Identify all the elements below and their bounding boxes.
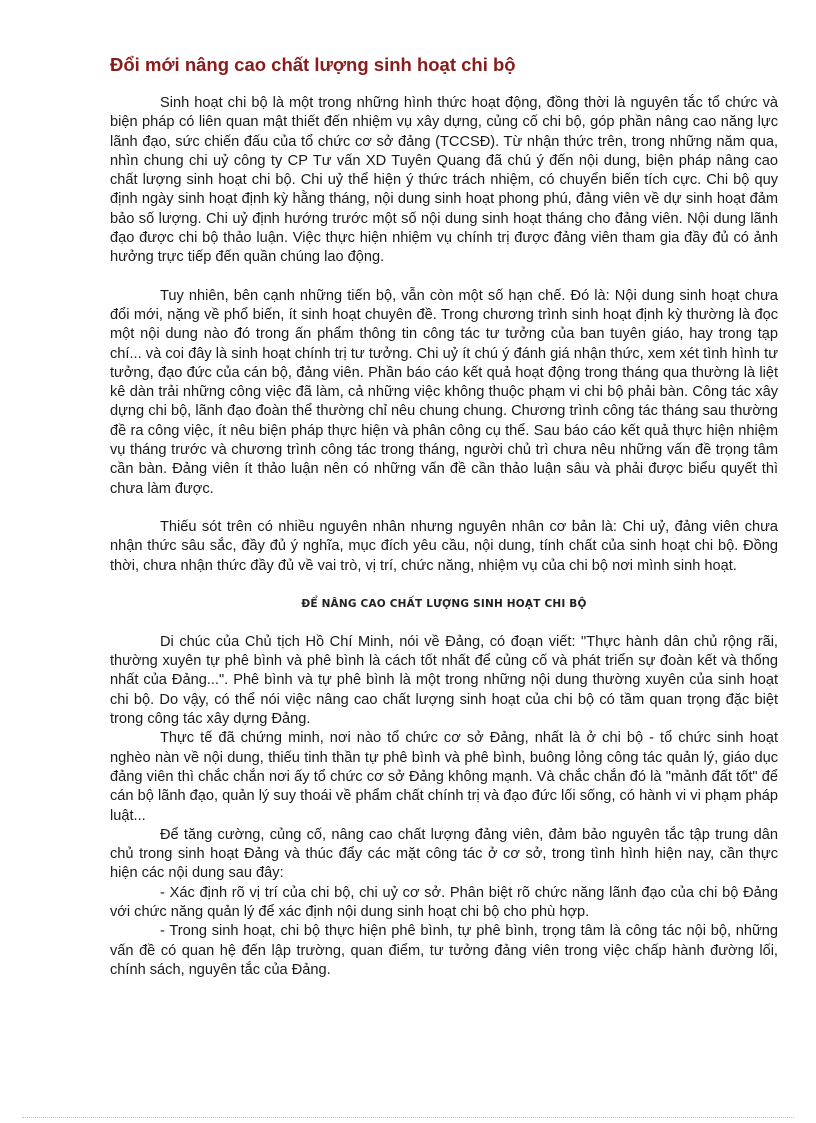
- page-bottom-divider: [22, 1117, 794, 1118]
- document-page: [110, 52, 778, 980]
- body-paragraph-1: Di chúc của Chủ tịch Hồ Chí Minh, nói về Đảng, có đoạn viết: "Thực hành dân chủ rộng rãi, thường xuyên tự phê bình và phê bình là cách tốt nhất để củng cố và phát triển sự đoàn kết và thống nhất của Đảng...". Phê bình và tự phê bình là một trong những nội dung thường xuyên của sinh hoạt chi bộ. Do vậy, có thể nói việc nâng cao chất lượng sinh hoạt của chi bộ có tầm quan trọng đặc biệt trong công tác xây dựng Đảng.: [110, 633, 778, 728]
- section-heading: ĐỂ NÂNG CAO CHẤT LƯỢNG SINH HOẠT CHI BỘ: [301, 597, 587, 610]
- bullet-item-1: - Xác định rõ vị trí của chi bộ, chi uỷ cơ sở. Phân biệt rõ chức năng lãnh đạo của chi bộ Đảng với chức năng quản lý để xác định nội dung sinh hoạt chi bộ cho phù hợp.: [110, 884, 778, 920]
- intro-paragraph-3: Thiếu sót trên có nhiều nguyên nhân nhưng nguyên nhân cơ bản là: Chi uỷ, đảng viên chưa nhận thức sâu sắc, đầy đủ ý nghĩa, mục đích yêu cầu, nội dung, tính chất của sinh hoạt chi bộ. Đồng thời, chưa nhận thức đầy đủ về vai trò, vị trí, chức năng, nhiệm vụ của chi bộ nơi mình sinh hoạt.: [110, 518, 778, 574]
- body-paragraph-3: Để tăng cường, củng cố, nâng cao chất lượng đảng viên, đảm bảo nguyên tắc tập trung dân chủ trong sinh hoạt Đảng và thúc đẩy các mặt công tác ở cơ sở, trong tình hình hiện nay, cần thực hiện các nội dung sau đây:: [110, 826, 778, 882]
- intro-paragraph-2: Tuy nhiên, bên cạnh những tiến bộ, vẫn còn một số hạn chế. Đó là: Nội dung sinh hoạt chưa đổi mới, nặng về phổ biến, ít sinh hoạt chuyên đề. Trong chương trình sinh hoạt định kỳ thường là đọc một nội dung nào đó trong ấn phẩm thông tin công tác tư tưởng của ban tuyên giáo, hay trong tạp chí... và coi đây là sinh hoạt chính trị tư tưởng. Chi uỷ ít chú ý đánh giá nhận thức, xem xét tình hình tư tưởng, đạo đức của cán bộ, đảng viên. Phần báo cáo kết quả hoạt động trong tháng qua thường là liệt kê dàn trải những công việc đã làm, cả những việc không thuộc phạm vi chi bộ phải bàn. Công tác xây dựng chi bộ, lãnh đạo đoàn thể thường chỉ nêu chung chung. Chương trình công tác tháng sau thường đề ra công việc, ít nêu biện pháp thực hiện và phân công cụ thể. Sau báo cáo kết quả thực hiện nhiệm vụ tháng trước và chương trình công tác trong tháng, người chủ trì chưa nêu những vấn đề trọng tâm cần bàn. Đảng viên ít thảo luận nên có những vấn đề cần thảo luận sâu và phải được biểu quyết thì chưa làm được.: [110, 287, 778, 497]
- body-paragraph-2: Thực tế đã chứng minh, nơi nào tổ chức cơ sở Đảng, nhất là ở chi bộ - tổ chức sinh hoạt nghèo nàn về nội dung, thiếu tinh thần tự phê bình và phê bình, buông lỏng công tác quản lý, giáo dục đảng viên thì chắc chắn nơi ấy tổ chức cơ sở Đảng không mạnh. Và chắc chắn đó là "mảnh đất tốt" để cán bộ lãnh đạo, quản lý suy thoái về phẩm chất chính trị và đạo đức lối sống, có hành vi vi phạm pháp luật...: [110, 730, 778, 824]
- intro-paragraph-1: Sinh hoạt chi bộ là một trong những hình thức hoạt động, đồng thời là nguyên tắc tổ chức và biện pháp có liên quan mật thiết đến nhiệm vụ xây dựng, củng cố chi bộ, góp phần nâng cao năng lực lãnh đạo, sức chiến đấu của tổ chức cơ sở đảng (TCCSĐ). Từ nhận thức trên, trong những năm qua, nhìn chung chi uỷ công ty CP Tư vấn XD Tuyên Quang đã chú ý đến nội dung, biện pháp nâng cao chất lượng sinh hoạt chi bộ. Chi uỷ thể hiện ý thức trách nhiệm, có chuyển biến tích cực. Chi bộ quy định ngày sinh hoạt định kỳ hằng tháng, nội dung sinh hoạt phong phú, đảng viên về dự sinh hoạt đảm bảo số lượng. Chi uỷ định hướng trước một số nội dung sinh hoạt tháng cho đảng viên. Nội dung lãnh đạo được chi bộ thảo luận. Việc thực hiện nhiệm vụ chính trị được đảng viên tham gia đầy đủ có ảnh hưởng trực tiếp đến quần chúng lao động.: [110, 95, 778, 266]
- document-title: Đổi mới nâng cao chất lượng sinh hoạt chi bộ: [110, 54, 516, 75]
- bullet-item-2: - Trong sinh hoạt, chi bộ thực hiện phê bình, tự phê bình, trọng tâm là công tác nội bộ, những vấn đề có quan hệ đến lập trường, quan điểm, tư tưởng đảng viên trong việc chấp hành đường lối, chính sách, nguyên tắc của Đảng.: [110, 923, 778, 978]
